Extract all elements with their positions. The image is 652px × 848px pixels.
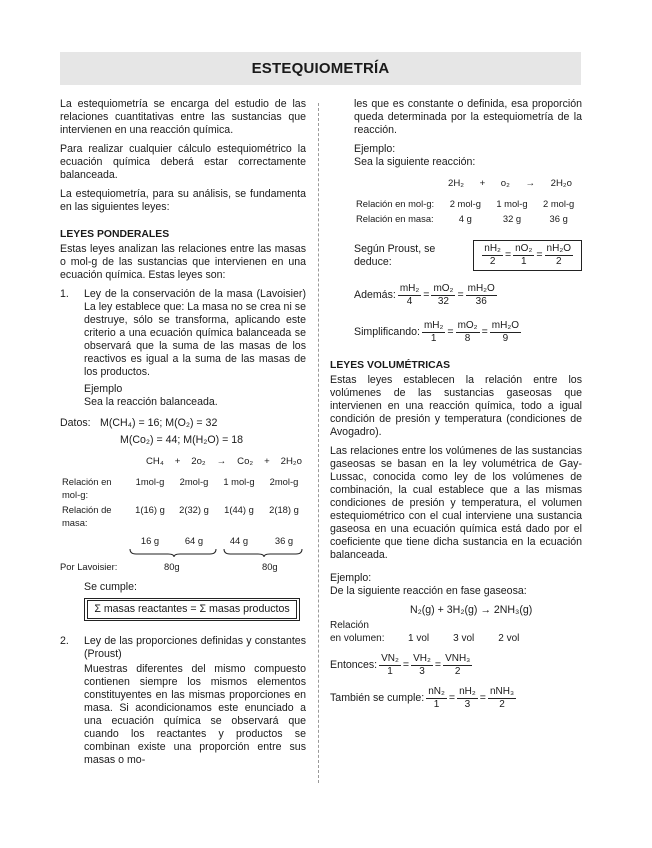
reaction-term: +: [479, 178, 486, 189]
table-cell: 32 g: [502, 213, 522, 224]
numerator: nNH₃: [489, 686, 515, 697]
equals-sign: =: [536, 249, 543, 261]
denominator: 1: [433, 699, 440, 710]
numerator: mH₂: [399, 283, 420, 294]
fraction: [379, 653, 401, 678]
denominator: 1: [430, 333, 437, 344]
example-3-label: Ejemplo:: [330, 572, 372, 584]
brace-products: [224, 549, 302, 557]
title-band: [60, 52, 581, 85]
table-cell: 4 g: [458, 213, 472, 224]
table-cell: 1mol-g: [135, 476, 165, 487]
equals-sign: =: [402, 659, 410, 671]
reaction-term: →: [525, 178, 536, 189]
denominator: 4: [406, 296, 413, 307]
denominator: 8: [464, 333, 471, 344]
example-2-label: Ejemplo:: [354, 143, 396, 155]
fraction: [398, 283, 421, 308]
table-cell: 16 g: [140, 535, 160, 546]
table-row: [354, 211, 582, 226]
volume-relation: [330, 619, 582, 645]
table-row: [354, 196, 582, 211]
numerator: mH₂: [423, 320, 444, 331]
law-1-text: Ley de la conservación de la masa (Lavoisier) La ley establece que: La masa no se crea ni se destruye, sólo se transforma, aplicando este criterio a una ecuación química balanceada se observará que la suma de las masas de los reactivos es igual a la suma de las masas de los productos.: [84, 288, 306, 378]
fraction: [513, 243, 534, 268]
heading-leyes-ponderales: LEYES PONDERALES: [60, 229, 170, 240]
gas-reaction: N₂(g) + 3H₂(g) → 2NH₃(g): [410, 604, 533, 616]
row-label: Relación en mol-g:: [62, 476, 112, 500]
row-label: Relación en mol-g:: [356, 198, 435, 209]
equals-sign: =: [448, 692, 456, 704]
reaction-water: [448, 177, 572, 190]
example-3-text: De la siguiente reacción en fase gaseosa:: [330, 585, 527, 597]
denominator: 2: [489, 256, 496, 267]
equals-sign: =: [447, 326, 454, 338]
tambien-equation: [330, 686, 582, 711]
equals-sign: =: [481, 326, 488, 338]
proust-formula-box: [473, 240, 582, 271]
lavoisier-row: [60, 560, 306, 573]
fraction: [490, 320, 521, 345]
reaction-term: Co₂: [237, 456, 254, 467]
volumetricas-paragraph-1: Estas leyes establecen la relación entre los volúmenes de las sustancias gaseosas que intervienen en una reacción química, todo a igual condición de presión y temperatura (condiciones de Avogadro).: [330, 374, 582, 438]
ademas-equation: [354, 283, 582, 308]
table-cell: 2(18) g: [269, 504, 299, 515]
mass-conservation-box: [84, 598, 300, 621]
numerator: VN₂: [381, 653, 399, 664]
denominator: 9: [502, 333, 509, 344]
table-cell: 2(32) g: [179, 504, 209, 515]
numerator: mH₂O: [491, 320, 519, 331]
law-2-continuation: les que es constante o definida, esa proporción queda determinada por la estequiometría de la reacción.: [354, 98, 582, 136]
law-2-text: Muestras diferentes del mismo compuesto contienen siempre los mismos elementos constituyentes en las mismas proporciones en masa. Si acondicionamos este enunciado a una ecuación química se observará que cuando los reactantes y productos se combinan existe una proporción entre sus masas o mo-: [84, 663, 306, 766]
reaction-term: o₂: [500, 178, 510, 189]
datos-line-2: M(Co₂) = 44; M(H₂O) = 18: [120, 434, 244, 446]
intro-paragraph-1: La estequiometría se encarga del estudio de las relaciones cuantitativas entre las sustancias que intervienen en una reacción química.: [60, 98, 306, 136]
table-cell: 1 mol-g: [496, 198, 528, 209]
reaction-term: 2H₂o: [550, 178, 572, 189]
reaction-ch4: [146, 455, 302, 468]
denominator: 1: [520, 256, 527, 267]
brace-lines: [60, 548, 306, 558]
reaction-term: 2H₂: [448, 178, 464, 189]
equals-sign: =: [423, 289, 430, 301]
denominator: 3: [464, 699, 471, 710]
fraction: [482, 243, 503, 268]
denominator: 3: [419, 666, 425, 677]
law-2-number: 2.: [60, 635, 69, 647]
table-cell: 44 g: [229, 535, 249, 546]
reaction-term: +: [174, 456, 181, 467]
equals-sign: =: [504, 249, 512, 261]
proust-table: [354, 196, 582, 226]
numerator: mO₂: [433, 283, 454, 294]
law-2: [60, 635, 306, 767]
right-column: [330, 98, 582, 717]
example-1-text: Sea la reacción balanceada.: [84, 396, 218, 408]
table-cell: 2 mol-g: [449, 198, 481, 209]
heading-leyes-volumetricas: LEYES VOLUMÉTRICAS: [330, 360, 451, 371]
tambien-label: También se cumple:: [330, 692, 425, 704]
table-cell: 64 g: [184, 535, 204, 546]
row-label: Relación en masa:: [356, 213, 434, 224]
denominator: 32: [437, 296, 449, 307]
law-1-number: 1.: [60, 288, 69, 300]
datos-label: Datos:: [60, 417, 91, 429]
reaction-term: 2H₂o: [280, 456, 302, 467]
mass-conservation-formula: Σ masas reactantes = Σ masas productos: [87, 600, 297, 619]
denominator: 2: [454, 666, 461, 677]
numerator: nH₂: [484, 243, 501, 254]
equals-sign: =: [434, 659, 442, 671]
brace-reactants: [130, 549, 216, 557]
law-1: [60, 288, 306, 379]
example-1: [84, 383, 306, 409]
fraction: [431, 283, 455, 308]
proust-deduction: [354, 240, 582, 271]
numerator: VH₂: [413, 653, 431, 664]
reaction-term: →: [216, 456, 227, 467]
volume-value: 1 vol: [408, 633, 430, 644]
volumetricas-paragraph-2: Las relaciones entre los volúmenes de las sustancias gaseosas se basan en la ley volumétrica de Gay-Lussac, conocida como ley de los volúmenes de combinación, la cual establece que a las mismas condiciones de presión y temperatura, el volumen estequiométrico con el cual interviene una sustancia gaseosa en una ecuación química está dado por el coeficiente que tiene dicha sustancia en la ecuación balanceada.: [330, 445, 582, 561]
intro-paragraph-2: Para realizar cualquier cálculo estequiométrico la ecuación química deberá estar correctamente balanceada.: [60, 143, 306, 181]
volume-value: 2 vol: [498, 633, 520, 644]
proust-label: Según Proust, se deduce:: [354, 242, 436, 268]
example-1-label: Ejemplo: [84, 383, 123, 395]
numerator: VNH₃: [445, 653, 471, 664]
numerator: mO₂: [457, 320, 478, 331]
simplificando-label: Simplificando:: [354, 326, 420, 338]
row-label: Relación de masa:: [62, 504, 112, 528]
table-cell: 1 mol-g: [223, 476, 255, 487]
left-column: [60, 98, 306, 767]
relation-label-2: en volumen:: [330, 633, 385, 644]
page-title: ESTEQUIOMETRÍA: [251, 60, 390, 77]
table-cell: 2mol-g: [179, 476, 209, 487]
fraction: [466, 283, 497, 308]
fraction: [457, 686, 478, 711]
example-2-text: Sea la siguiente reacción:: [354, 156, 476, 168]
fraction: [422, 320, 445, 345]
intro-paragraph-3: La estequiometría, para su análisis, se fundamenta en las siguientes leyes:: [60, 188, 306, 213]
numerator: nN₂: [428, 686, 445, 697]
law-2-title: Ley de las proporciones definidas y constantes (Proust): [84, 635, 306, 660]
relation-label-1: Relación: [330, 620, 369, 631]
simplificando-equation: [354, 320, 582, 345]
fraction: [443, 653, 472, 678]
table-row: [60, 474, 306, 502]
fraction: [426, 686, 447, 711]
entonces-equation: [330, 653, 582, 678]
table-row: [60, 530, 306, 548]
volume-value: 3 vol: [453, 633, 475, 644]
reaction-term: +: [264, 456, 270, 467]
numerator: nH₂O: [546, 243, 571, 254]
table-cell: 2mol-g: [269, 476, 299, 487]
table-row: [60, 502, 306, 530]
denominator: 2: [555, 256, 562, 267]
fraction: [488, 686, 516, 711]
denominator: 2: [499, 699, 505, 710]
reaction-term: CH₄: [146, 456, 164, 467]
equals-sign: =: [457, 289, 464, 301]
ponderales-paragraph: Estas leyes analizan las relaciones entre las masas o mol-g de las sustancias que intervienen en una ecuación química. Estas leyes son:: [60, 243, 306, 281]
numerator: nH₂: [459, 686, 476, 697]
ademas-label: Además:: [354, 289, 396, 301]
lavoisier-label: Por Lavoisier:: [60, 561, 118, 572]
fraction: [411, 653, 433, 678]
se-cumple-label: Se cumple:: [84, 581, 137, 593]
table-cell: 1(16) g: [135, 504, 165, 515]
column-divider: [318, 103, 319, 783]
entonces-label: Entonces:: [330, 659, 378, 671]
denominator: 36: [475, 296, 487, 307]
denominator: 1: [387, 666, 393, 677]
fraction: [545, 243, 573, 268]
lavoisier-value-reactants: 80g: [164, 561, 180, 572]
fraction: [456, 320, 480, 345]
table-cell: 1(44) g: [224, 504, 254, 515]
lavoisier-table: [60, 474, 306, 548]
numerator: nO₂: [515, 243, 533, 254]
lavoisier-value-products: 80g: [262, 561, 278, 572]
datos-block: [60, 417, 306, 447]
equals-sign: =: [479, 692, 486, 704]
numerator: mH₂O: [467, 283, 495, 294]
datos-line-1: M(CH₄) = 16; M(O₂) = 32: [100, 417, 218, 429]
table-cell: 2 mol-g: [543, 198, 575, 209]
table-cell: 36 g: [549, 213, 568, 224]
reaction-term: 2o₂: [191, 456, 206, 467]
table-cell: 36 g: [274, 535, 294, 546]
